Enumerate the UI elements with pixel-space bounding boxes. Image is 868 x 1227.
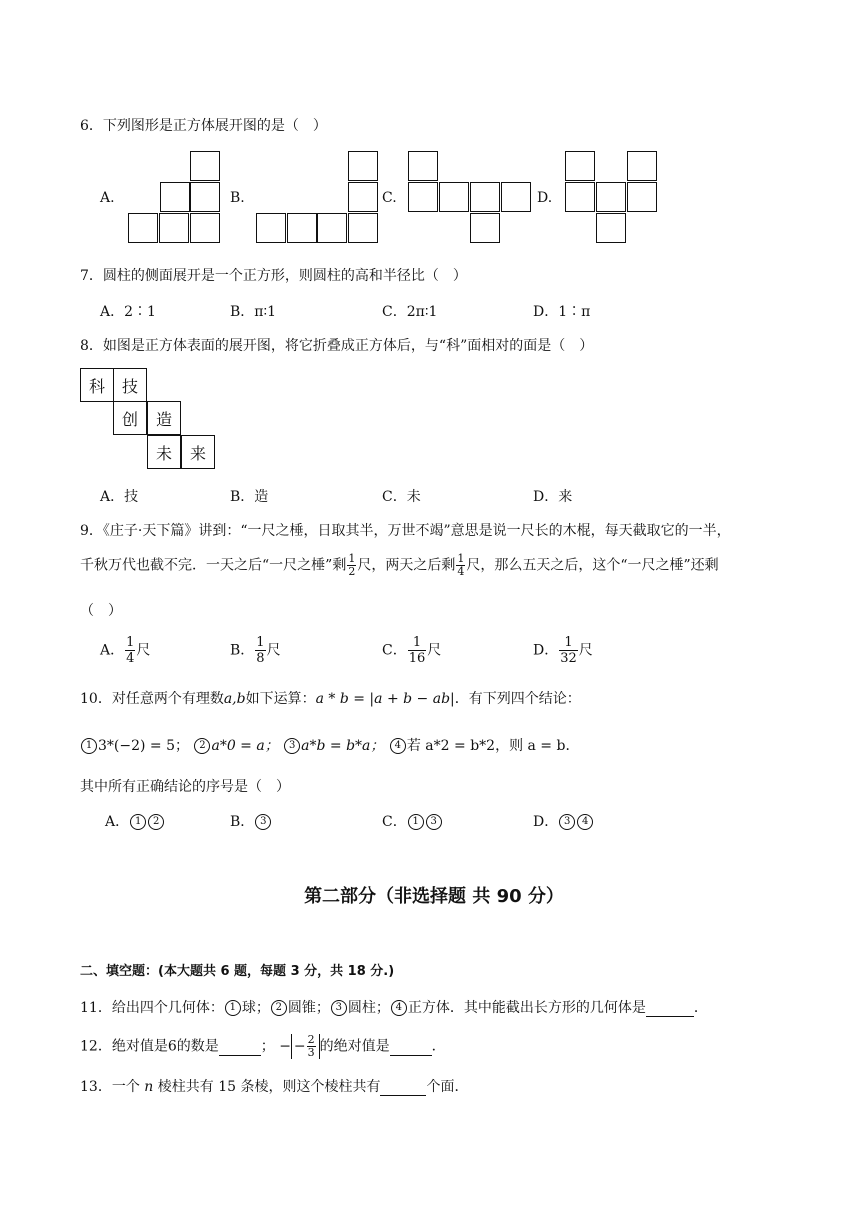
q8-option-d: D．来 — [533, 489, 573, 505]
q12-answer-blank-2[interactable] — [390, 1039, 432, 1056]
q9-option-a: A． $\frac{1}{4}$ 尺 — [100, 635, 151, 666]
q10-option-c: C． 1 3 — [382, 811, 443, 831]
net-cell-wei: 未 — [147, 435, 181, 469]
q8-option-a: A．技 — [100, 489, 139, 505]
q6-option-a: A. — [100, 190, 115, 206]
q9-line2-b: 尺，两天之后剩 — [357, 557, 456, 574]
q6-option-d: D. — [537, 190, 553, 206]
q10-formula: a * b = |a + b − ab| — [315, 691, 455, 707]
q10-stem: 10．对任意两个有理数a,b如下运算：a * b = |a + b − ab|．有下列四个结论： — [80, 691, 581, 707]
q11-answer-blank[interactable] — [646, 1000, 694, 1017]
q12: 12．绝对值是6的数是 ； − − $\frac{2}{3}$ 的绝对值是 ． — [80, 1033, 446, 1059]
q9-line2-a: 千秋万代也截不完．一天之后“一尺之棰”剩 — [80, 557, 347, 574]
part2-title: 第二部分（非选择题 共 90 分） — [304, 886, 564, 907]
q9-line2 — [80, 553, 719, 578]
net-cell-chuang: 创 — [113, 401, 147, 435]
q13-answer-blank[interactable] — [380, 1079, 426, 1096]
q8-option-b: B．造 — [230, 489, 269, 505]
q9-option-c: C． $\frac{1}{16}$ 尺 — [382, 635, 442, 666]
q6-option-c: C. — [382, 190, 397, 206]
q11: 11．给出四个几何体： 1 球； 2 圆锥； 3 圆柱； 4 正方体．其中能截出长方形的几何体是 ． — [80, 1000, 708, 1016]
q10-ask: 其中所有正确结论的序号是（ ） — [80, 779, 290, 795]
q6-stem: 6．下列图形是正方体展开图的是（ ） — [80, 118, 327, 134]
q7-option-b: B．π∶1 — [230, 304, 277, 320]
q10-conclusions: 1 3*(−2) = 5； 2 a*0 = a； 3 a*b = b*a； 4 若 a*2 = b*2，则 a = b． — [80, 735, 579, 755]
q9-option-d: D． $\frac{1}{32}$ 尺 — [533, 635, 593, 666]
q13: 13．一个 n 棱柱共有 15 条棱，则这个棱柱共有 个面． — [80, 1079, 469, 1095]
q7-option-d: D．1∶π — [533, 304, 591, 320]
net-cell-ke: 科 — [80, 368, 114, 402]
q6-option-b: B. — [230, 190, 245, 206]
q9-line2-c: 尺，那么五天之后，这个“一尺之棰”还剩 — [466, 557, 719, 574]
q8-stem: 8．如图是正方体表面的展开图，将它折叠成正方体后，与“科”面相对的面是（ ） — [80, 338, 594, 354]
section2-heading: 二、填空题：(本大题共 6 题，每题 3 分，共 18 分.) — [80, 964, 395, 979]
q10-option-b: B． 3 — [230, 811, 272, 831]
q9-option-b: B． $\frac{1}{8}$ 尺 — [230, 635, 281, 666]
q8-option-c: C．未 — [382, 489, 421, 505]
q10-option-d: D． 3 4 — [533, 811, 594, 831]
net-cell-lai: 来 — [181, 435, 215, 469]
q7-option-a: A．2∶1 — [100, 304, 156, 320]
net-cell-zao: 造 — [147, 401, 181, 435]
q9-fraction-half: $\frac{1}{2}$ — [348, 552, 356, 578]
net-cell-ji: 技 — [113, 368, 147, 402]
q9-line1: 9．《庄子·天下篇》讲到：“一尺之棰，日取其半，万世不竭”意思是说一尺长的木棍，每天截取它的一半， — [80, 523, 731, 539]
q7-stem: 7．圆柱的侧面展开是一个正方形，则圆柱的高和半径比（ ） — [80, 268, 467, 284]
q12-answer-blank-1[interactable] — [219, 1039, 261, 1056]
q10-option-a: A． 1 2 — [105, 811, 165, 831]
q7-option-c: C．2π∶1 — [382, 304, 438, 320]
q9-line3: （ ） — [80, 603, 122, 619]
q9-fraction-quarter: $\frac{1}{4}$ — [457, 552, 465, 578]
